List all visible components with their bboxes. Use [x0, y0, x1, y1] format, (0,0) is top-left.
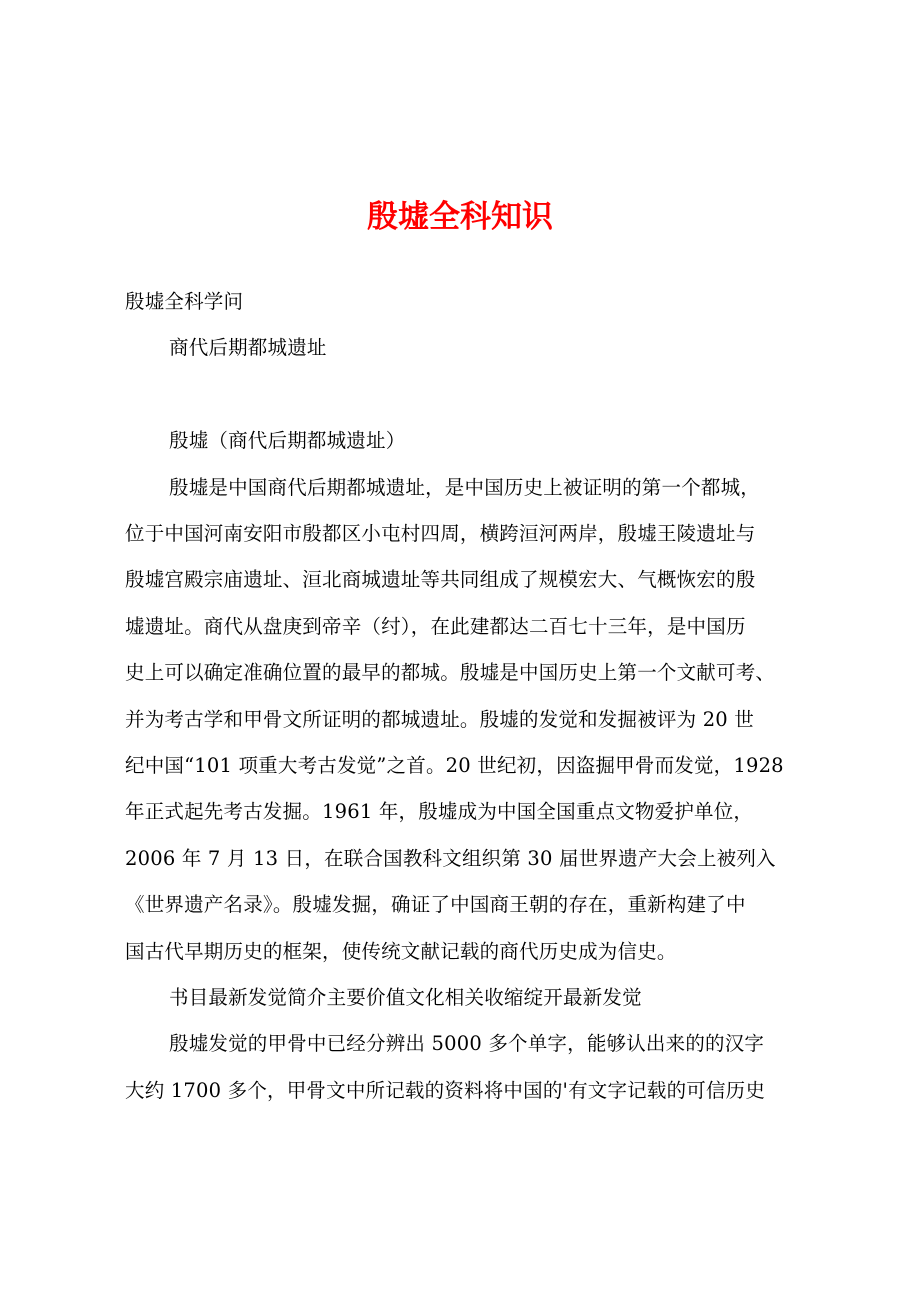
- section-heading: 殷墟（商代后期都城遗址）: [169, 429, 406, 453]
- body-line: 殷墟是中国商代后期都城遗址，是中国历史上被证明的第一个都城，: [169, 475, 761, 499]
- body-line: 年正式起先考古发掘。1961 年，殷墟成为中国全国重点文物爱护单位，: [125, 800, 754, 824]
- body-line: 大约 1700 多个，甲骨文中所记载的资料将中国的'有文字记载的可信历史: [125, 1078, 766, 1102]
- body-line: 国古代早期历史的框架，使传统文献记载的商代历史成为信史。: [125, 939, 677, 963]
- body-line: 《世界遗产名录》。殷墟发掘，确证了中国商王朝的存在，重新构建了中: [125, 893, 746, 917]
- body-line: 墟遗址。商代从盘庚到帝辛（纣），在此建都达二百七十三年，是中国历: [125, 614, 746, 638]
- document-body: [125, 279, 803, 1114]
- body-line: 位于中国河南安阳市殷都区小屯村四周，横跨洹河两岸，殷墟王陵遗址与: [125, 522, 756, 546]
- blank-line: [125, 372, 803, 418]
- body-line: 史上可以确定准确位置的最早的都城。殷墟是中国历史上第一个文献可考、: [125, 661, 776, 685]
- section-nav-line: 书目最新发觉简介主要价值文化相关收缩绽开最新发觉: [169, 986, 642, 1010]
- body-line: 2006 年 7 月 13 日，在联合国教科文组织第 30 届世界遗产大会上被列入: [125, 846, 776, 870]
- body-line: 殷墟宫殿宗庙遗址、洹北商城遗址等共同组成了规模宏大、气概恢宏的殷: [125, 568, 756, 592]
- body-line: 并为考古学和甲骨文所证明的都城遗址。殷墟的发觉和发掘被评为 20 世: [125, 707, 755, 731]
- body-line: 殷墟发觉的甲骨中已经分辨出 5000 多个单字，能够认出来的的汉字: [169, 1032, 765, 1056]
- document-title: 殷墟全科知识: [367, 199, 553, 235]
- body-line: 纪中国“101 项重大考古发觉”之首。20 世纪初，因盗掘甲骨而发觉，1928: [125, 754, 784, 778]
- subheading-line: 商代后期都城遗址: [169, 336, 327, 360]
- subtitle-line: 殷墟全科学问: [125, 290, 244, 313]
